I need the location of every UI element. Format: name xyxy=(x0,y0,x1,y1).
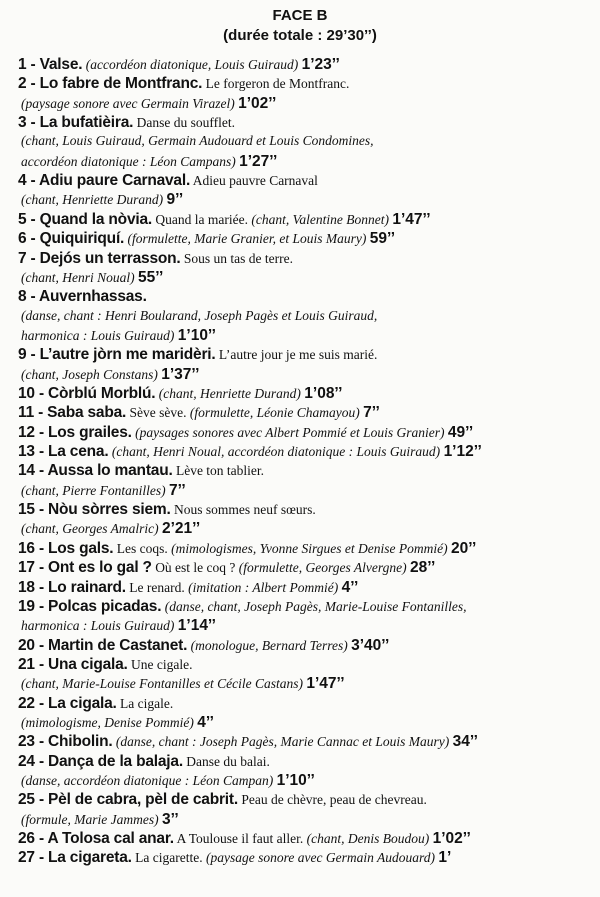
track-title: 26 - A Tolosa cal anar. xyxy=(18,830,174,847)
performer-credits: (danse, accordéon diatonique : Léon Campan) xyxy=(21,773,274,788)
track-title: 12 - Los grailes. xyxy=(18,423,132,441)
track-line xyxy=(18,386,342,402)
performer-credits: (danse, chant, Joseph Pagès, Marie-Louise Fontanilles, xyxy=(164,598,467,614)
track-line xyxy=(18,57,340,73)
track-title: 3 - La bufatièira. xyxy=(18,114,134,131)
track-duration: 1’47’’ xyxy=(306,675,345,693)
total-duration: (durée totale : 29’30’’) xyxy=(223,27,377,44)
track-line xyxy=(21,773,315,789)
track-title: 7 - Dejós un terrasson. xyxy=(18,249,181,267)
performer-credits: (mimologisme, Denise Pommié) xyxy=(21,714,194,730)
track-line xyxy=(18,792,427,808)
french-translation: L’autre jour je me suis marié. xyxy=(218,347,378,363)
track-line xyxy=(18,638,389,654)
performer-credits: (chant, Louis Guiraud, Germain Audouard et Louis Condomines, xyxy=(21,133,374,149)
track-duration: 2’21’’ xyxy=(161,520,201,538)
performer-credits: (accordéon diatonique, Louis Guiraud) xyxy=(85,57,299,72)
track-duration: 1’37’’ xyxy=(161,365,200,383)
track-title: 17 - Ont es lo gal ? xyxy=(18,559,152,577)
track-duration: 1’10’’ xyxy=(276,772,315,789)
performer-credits: (monologue, Bernard Terres) xyxy=(190,637,348,653)
track-title: 2 - Lo fabre de Montfranc. xyxy=(18,75,203,93)
performer-credits: (chant, Georges Amalric) xyxy=(21,521,159,537)
track-title: 15 - Nòu sòrres siem. xyxy=(18,501,171,519)
track-title: 4 - Adiu paure Carnaval. xyxy=(18,172,191,190)
french-translation: Nous sommes neuf sœurs. xyxy=(173,502,316,518)
track-duration: 4’’ xyxy=(341,578,359,596)
track-title: 11 - Saba saba. xyxy=(18,404,127,422)
french-translation: La cigale. xyxy=(120,695,174,711)
track-title: 21 - Una cigala. xyxy=(18,655,128,673)
french-translation: Danse du balai. xyxy=(186,753,270,769)
track-line xyxy=(21,367,199,383)
track-duration: 1’12’’ xyxy=(443,443,482,460)
track-line xyxy=(18,444,482,460)
track-duration: 28’’ xyxy=(410,559,436,577)
track-line xyxy=(21,309,377,323)
track-line xyxy=(21,676,345,692)
french-translation: Quand la mariée. xyxy=(155,211,248,227)
performer-credits: harmonica : Louis Guiraud) xyxy=(21,618,175,634)
french-translation: Les coqs. xyxy=(116,540,168,556)
track-line xyxy=(18,580,358,596)
track-title: 19 - Polcas picadas. xyxy=(18,597,162,615)
track-title: 5 - Quand la nòvia. xyxy=(18,210,153,228)
track-title: 18 - Lo rainard. xyxy=(18,578,126,596)
french-translation: La cigarette. xyxy=(135,850,203,866)
track-title: 13 - La cena. xyxy=(18,443,109,460)
track-line xyxy=(18,560,435,576)
track-duration: 1’47’’ xyxy=(392,210,431,228)
track-line xyxy=(21,715,214,731)
performer-credits: (chant, Henriette Durand) xyxy=(21,192,164,208)
track-duration: 1’14’’ xyxy=(177,617,216,635)
performer-credits: (chant, Henriette Durand) xyxy=(158,386,301,401)
track-line xyxy=(21,483,186,499)
performer-credits: (paysages sonores avec Albert Pommié et Louis Granier) xyxy=(135,424,445,440)
french-translation: Le renard. xyxy=(129,579,185,595)
track-line xyxy=(21,812,179,828)
track-title: 10 - Còrblú Morblú. xyxy=(18,385,156,402)
performer-credits: harmonica : Louis Guiraud) xyxy=(21,327,175,343)
performer-credits: (paysage sonore avec Germain Virazel) xyxy=(21,95,235,111)
track-title: 14 - Aussa lo mantau. xyxy=(18,462,173,480)
performer-credits: accordéon diatonique : Léon Campans) xyxy=(21,153,236,169)
side-title: FACE B xyxy=(272,7,328,24)
performer-credits: (chant, Joseph Constans) xyxy=(21,366,158,382)
track-line xyxy=(18,251,293,267)
performer-credits: (formulette, Léonie Chamayou) xyxy=(189,405,360,421)
track-duration: 1’27’’ xyxy=(239,152,278,170)
track-line xyxy=(18,212,431,228)
track-title: 27 - La cigareta. xyxy=(18,849,132,867)
track-line xyxy=(21,154,277,170)
track-line xyxy=(18,734,478,750)
track-duration: 59’’ xyxy=(369,230,396,248)
track-line xyxy=(18,599,467,615)
track-line xyxy=(21,270,163,286)
french-translation: Sous un tas de terre. xyxy=(183,250,293,266)
performer-credits: (paysage sonore avec Germain Audouard) xyxy=(206,850,435,866)
performer-credits: (formulette, Marie Granier, et Louis Maury) xyxy=(127,231,367,247)
performer-credits: (formulette, Georges Alvergne) xyxy=(238,560,407,576)
track-line xyxy=(21,521,200,537)
track-title: 22 - La cigala. xyxy=(18,694,117,712)
track-title: 20 - Martin de Castanet. xyxy=(18,636,188,654)
track-title: 16 - Los gals. xyxy=(18,539,114,557)
french-translation: Le forgeron de Montfranc. xyxy=(205,76,350,92)
track-line xyxy=(18,289,147,305)
track-duration: 49’’ xyxy=(447,423,474,441)
track-line xyxy=(18,76,349,92)
track-line xyxy=(18,831,471,847)
track-duration: 1’ xyxy=(438,849,452,867)
track-duration: 7’’ xyxy=(168,481,186,499)
french-translation: Une cigale. xyxy=(131,656,193,672)
performer-credits: (danse, chant : Joseph Pagès, Marie Cannac et Louis Maury) xyxy=(115,734,450,750)
performer-credits: (formule, Marie Jammes) xyxy=(21,811,159,827)
track-duration: 9’’ xyxy=(166,191,184,209)
track-duration: 1’23’’ xyxy=(301,56,340,73)
track-title: 9 - L’autre jòrn me maridèri. xyxy=(18,346,216,364)
track-duration: 1’02’’ xyxy=(432,830,471,847)
track-duration: 1’02’’ xyxy=(238,94,277,112)
track-duration: 7’’ xyxy=(363,404,380,422)
track-duration: 1’10’’ xyxy=(177,326,216,344)
performer-credits: (chant, Pierre Fontanilles) xyxy=(21,482,166,498)
track-line xyxy=(21,134,374,148)
french-translation: Sève sève. xyxy=(129,405,187,421)
french-translation: A Toulouse il faut aller. xyxy=(176,831,304,846)
french-translation: Peau de chèvre, peau de chevreau. xyxy=(241,792,427,808)
track-title: 8 - Auvernhassas. xyxy=(18,288,147,306)
track-line xyxy=(21,192,183,208)
track-line xyxy=(18,502,316,518)
track-line xyxy=(18,696,173,712)
track-duration: 55’’ xyxy=(138,268,164,286)
french-translation: Adieu pauvre Carnaval xyxy=(192,173,318,189)
track-duration: 34’’ xyxy=(452,733,478,751)
track-title: 23 - Chibolin. xyxy=(18,733,113,751)
track-title: 24 - Dança de la balaja. xyxy=(18,752,183,770)
performer-credits: (chant, Denis Boudou) xyxy=(306,831,430,846)
track-line xyxy=(18,463,264,479)
track-duration: 4’’ xyxy=(197,713,214,731)
track-duration: 3’’ xyxy=(161,810,179,828)
performer-credits: (chant, Henri Noual) xyxy=(21,269,135,285)
french-translation: Où est le coq ? xyxy=(155,560,236,576)
performer-credits: (mimologismes, Yvonne Sirgues et Denise Pommié) xyxy=(171,540,448,556)
track-line xyxy=(18,850,451,866)
french-translation: Lève ton tablier. xyxy=(175,463,265,479)
track-duration: 20’’ xyxy=(451,539,477,557)
track-line xyxy=(18,173,318,189)
french-translation: Danse du soufflet. xyxy=(136,115,235,130)
track-line xyxy=(18,754,270,770)
performer-credits: (danse, chant : Henri Boularand, Joseph Pagès et Louis Guiraud, xyxy=(21,307,378,323)
track-title: 6 - Quiquiriquí. xyxy=(18,230,125,248)
track-line xyxy=(21,618,216,634)
track-line xyxy=(21,328,216,344)
track-title: 25 - Pèl de cabra, pèl de cabrit. xyxy=(18,791,238,809)
track-line xyxy=(18,425,473,441)
track-line xyxy=(18,657,193,673)
track-line xyxy=(18,405,380,421)
track-line xyxy=(18,115,235,131)
track-duration: 3’40’’ xyxy=(351,636,390,654)
performer-credits: (chant, Henri Noual, accordéon diatonique : Louis Guiraud) xyxy=(111,444,441,459)
track-line xyxy=(18,231,395,247)
performer-credits: (chant, Valentine Bonnet) xyxy=(251,211,389,227)
track-line xyxy=(18,541,476,557)
performer-credits: (imitation : Albert Pommié) xyxy=(188,579,339,595)
track-duration: 1’08’’ xyxy=(304,385,343,402)
track-title: 1 - Valse. xyxy=(18,56,83,73)
track-line xyxy=(18,347,377,363)
track-line xyxy=(21,96,276,112)
performer-credits: (chant, Marie-Louise Fontanilles et Cécile Castans) xyxy=(21,676,303,692)
